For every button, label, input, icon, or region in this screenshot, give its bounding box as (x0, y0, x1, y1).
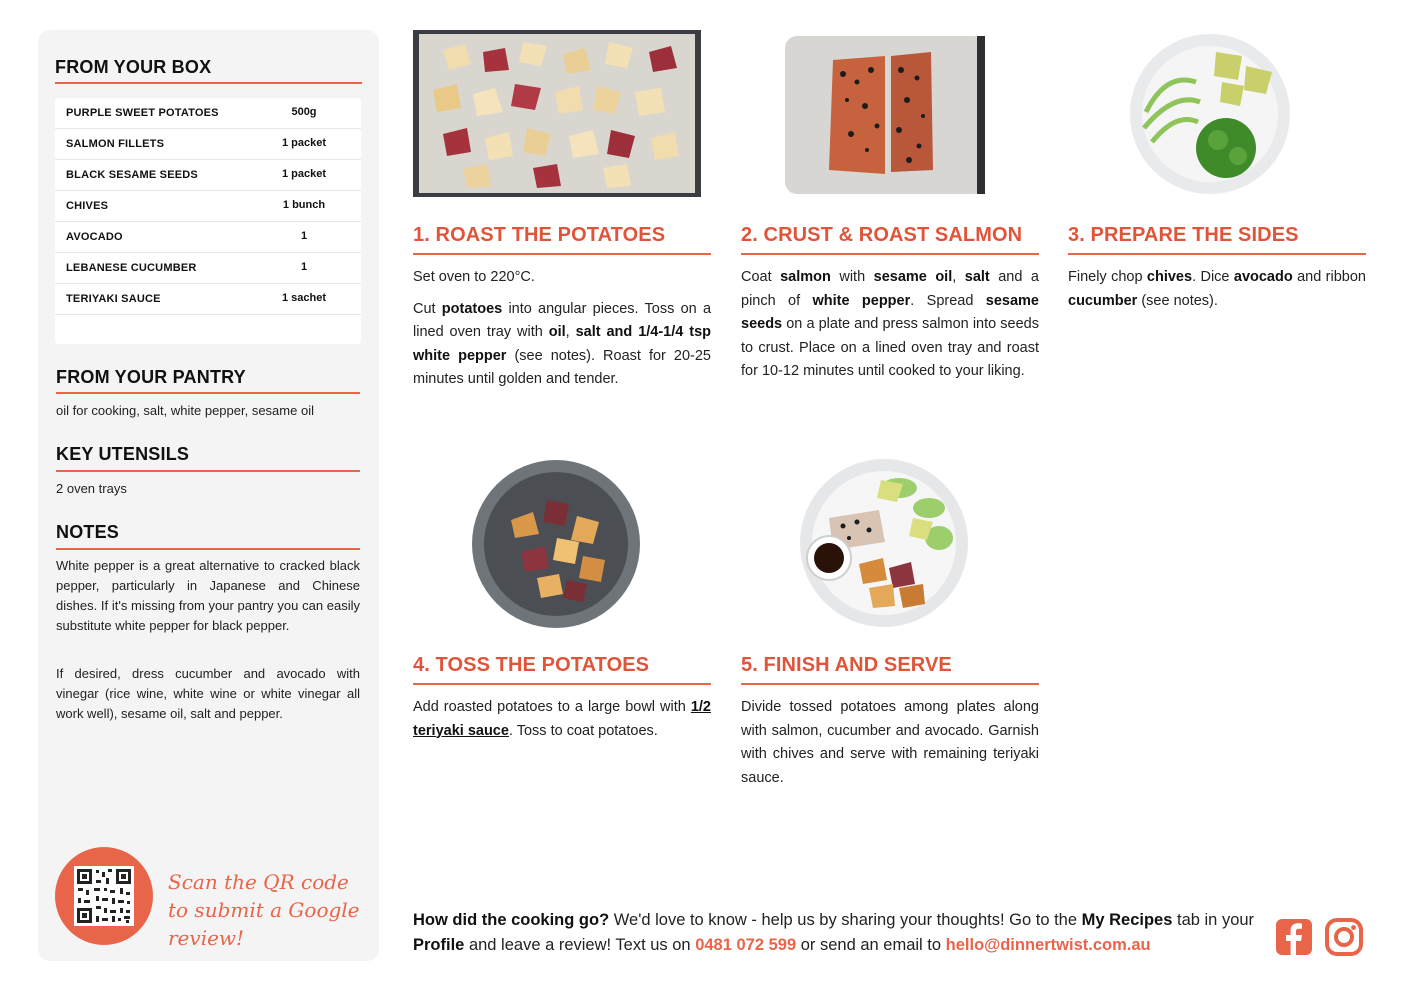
ingredient-name: LEBANESE CUCUMBER (66, 262, 197, 274)
facebook-icon[interactable] (1275, 918, 1313, 956)
table-row (55, 284, 361, 315)
ingredient-name: CHIVES (66, 200, 109, 212)
ingredient-qty: 1 packet (281, 137, 327, 149)
step-1-body (413, 266, 711, 400)
qr-code[interactable] (74, 866, 134, 926)
ingredient-qty: 500g (291, 106, 317, 118)
ingredients-table (55, 98, 361, 344)
step-4-paragraph: Add roasted potatoes to a large bowl with 1/2 teriyaki sauce. Toss to coat potatoes. (413, 699, 711, 739)
ingredient-name: SALMON FILLETS (66, 138, 165, 150)
qr-caption: Scan the QR code to submit a Google review! (168, 870, 360, 950)
step-1-paragraph: Cut potatoes into angular pieces. Toss on a lined oven tray with oil, salt and 1/4-1/4 tsp white pepper (see notes). Roast for 20-25 minutes until golden and tender. (413, 300, 712, 387)
ingredients-sidebar (38, 30, 379, 961)
note-paragraph: If desired, dress cucumber and avocado with vinegar (rice wine, white wine or white vinegar all work well), sesame oil, salt and pepper. (56, 666, 360, 721)
pantry-heading: FROM YOUR PANTRY (56, 367, 246, 387)
ingredient-qty: 1 (300, 230, 308, 242)
step-4-body (413, 696, 711, 751)
table-row (55, 222, 361, 253)
step-2-body (741, 266, 1039, 392)
phone-link[interactable]: 0481 072 599 (695, 936, 797, 954)
roast-potatoes-photo (413, 30, 701, 197)
ingredient-qty: 1 (300, 261, 308, 273)
step-5-rule (741, 683, 1039, 685)
utensils-heading-rule (56, 470, 360, 472)
step-2-paragraph: Coat salmon with sesame oil, salt and a pinch of white pepper. Spread sesame seeds on a plate and press salmon into seeds to crust. Place on a lined oven tray and roast for 10-12 minutes until cooked to your liking. (741, 269, 1039, 379)
salmon-photo (781, 30, 989, 197)
step-4-title: 4. TOSS THE POTATOES (413, 654, 650, 676)
sides-photo (1126, 32, 1294, 196)
table-row (55, 191, 361, 222)
ingredient-qty: 1 bunch (282, 199, 326, 211)
table-row (55, 160, 361, 191)
step-3-body (1068, 266, 1366, 321)
utensils-text: 2 oven trays (56, 481, 127, 496)
email-link[interactable]: hello@dinnertwist.com.au (945, 936, 1151, 954)
note-paragraph: White pepper is a great alternative to cracked black pepper, particularly in Japanese and Chinese dishes. If it's missing from your pantry you can easily substitute white pepper for black pepper. (56, 558, 360, 633)
step-3-rule (1068, 253, 1366, 255)
box-heading-rule (55, 82, 362, 84)
table-row (55, 129, 361, 160)
box-heading: FROM YOUR BOX (55, 57, 212, 77)
notes-heading: NOTES (56, 522, 120, 542)
pantry-heading-rule (56, 392, 360, 394)
qr-badge[interactable] (55, 847, 153, 945)
ingredient-name: AVOCADO (66, 231, 123, 243)
step-1-paragraph: Set oven to 220°C. (413, 269, 535, 285)
pantry-text: oil for cooking, salt, white pepper, sesame oil (56, 403, 314, 418)
step-4-rule (413, 683, 711, 685)
table-row (55, 253, 361, 284)
step-1-title: 1. ROAST THE POTATOES (413, 224, 666, 246)
step-2-title: 2. CRUST & ROAST SALMON (741, 224, 1023, 246)
notes-heading-rule (56, 548, 360, 550)
step-5-body (741, 696, 1039, 798)
ingredient-qty: 1 packet (281, 168, 327, 180)
step-2-rule (741, 253, 1039, 255)
instagram-icon[interactable] (1325, 918, 1363, 956)
step-5-paragraph: Divide tossed potatoes among plates along with salmon, cucumber and avocado. Garnish with chives and serve with remaining teriyaki sauce. (741, 699, 1039, 786)
ingredient-qty: 1 sachet (281, 292, 327, 304)
step-3-title: 3. PREPARE THE SIDES (1068, 224, 1299, 246)
feedback-footer: How did the cooking go? We'd love to know - help us by sharing your thoughts! Go to the My Recipes tab in your Profile and leave a review! Text us on 0481 072 599 or send an email to hello@dinnertwist.com.au (413, 911, 1255, 954)
utensils-heading: KEY UTENSILS (56, 444, 190, 464)
step-3-paragraph: Finely chop chives. Dice avocado and ribbon cucumber (see notes). (1068, 269, 1366, 309)
step-5-title: 5. FINISH AND SERVE (741, 654, 952, 676)
finish-serve-photo (799, 458, 969, 628)
ingredient-name: TERIYAKI SAUCE (66, 293, 161, 305)
toss-potatoes-photo (471, 460, 641, 628)
table-row (55, 98, 361, 129)
ingredient-name: PURPLE SWEET POTATOES (66, 107, 219, 119)
ingredient-name: BLACK SESAME SEEDS (66, 169, 198, 181)
step-1-rule (413, 253, 711, 255)
